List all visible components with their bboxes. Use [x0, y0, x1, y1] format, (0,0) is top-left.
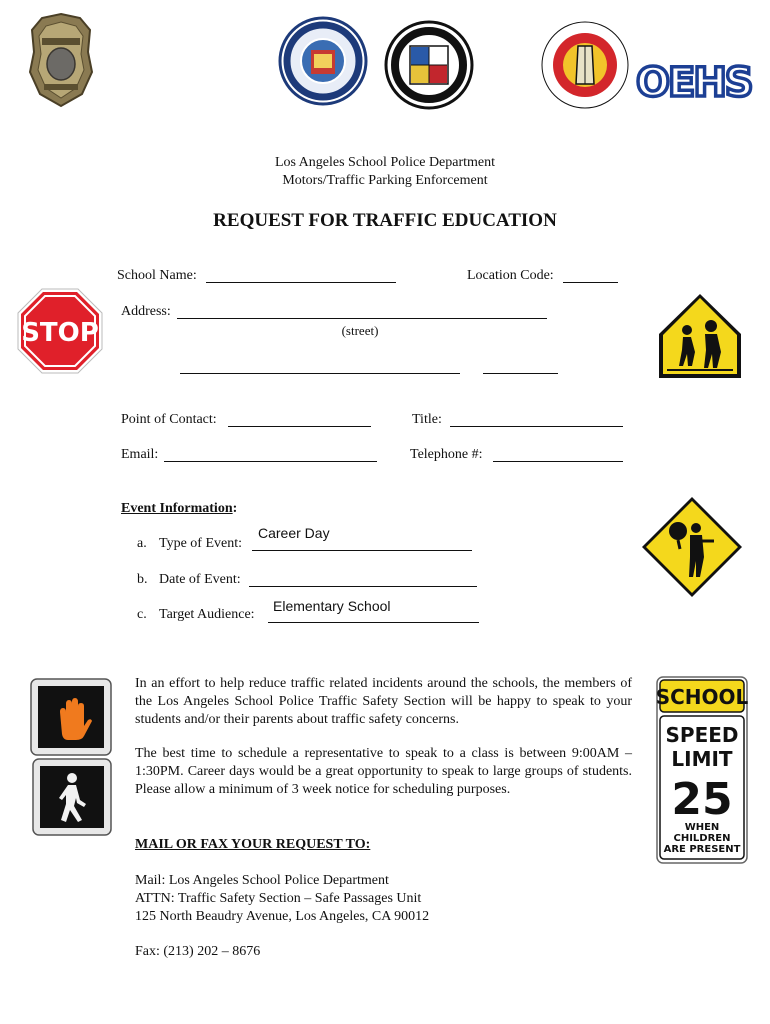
type-of-event-field[interactable] [252, 550, 472, 551]
speed-sign-text: SPEED [665, 723, 739, 747]
point-of-contact-field[interactable] [228, 426, 371, 427]
school-name-label: School Name: [117, 268, 197, 283]
title-label: Title: [412, 412, 442, 427]
lausd-board-of-education-logo [540, 20, 630, 110]
stop-sign-text: STOP [21, 318, 99, 348]
title-field[interactable] [450, 426, 623, 427]
crossing-guard-sign-icon [640, 495, 744, 599]
point-of-contact-label: Point of Contact: [121, 412, 217, 427]
email-field[interactable] [164, 461, 377, 462]
children-sign-text: CHILDREN [673, 833, 731, 844]
email-label: Email: [121, 447, 159, 462]
type-of-event-label: Type of Event: [159, 536, 242, 551]
mail-fax-heading: MAIL OR FAX YOUR REQUEST TO: [135, 837, 371, 852]
mail-address-line-1: Mail: Los Angeles School Police Department [135, 873, 389, 888]
type-of-event-value[interactable]: Career Day [258, 525, 330, 541]
event-item-a-marker: a. [137, 536, 147, 551]
event-item-c-marker: c. [137, 607, 147, 622]
limit-sign-text: LIMIT [671, 747, 733, 771]
telephone-label: Telephone #: [410, 447, 483, 462]
page-title: REQUEST FOR TRAFFIC EDUCATION [213, 210, 557, 231]
address-label: Address: [121, 304, 171, 319]
street-hint: (street) [341, 323, 379, 338]
stop-sign-icon [17, 288, 103, 374]
school-crossing-sign-icon [657, 292, 743, 380]
intro-paragraph: In an effort to help reduce traffic related incidents around the schools, the members of the Los Angeles School Police Traffic Safety Section will be happy to speak to your students and/or their parents about traffic safety concerns. [135, 676, 632, 727]
mail-address-line-2: ATTN: Traffic Safety Section – Safe Passages Unit [135, 891, 422, 906]
street-address-field[interactable] [177, 318, 547, 319]
zip-field[interactable] [483, 373, 558, 374]
event-item-b-marker: b. [137, 572, 148, 587]
present-sign-text: ARE PRESENT [663, 844, 741, 855]
when-sign-text: WHEN [684, 822, 720, 833]
telephone-field[interactable] [493, 461, 623, 462]
event-information-heading-text: Event Information [121, 501, 233, 516]
police-badge-logo [28, 12, 94, 108]
event-information-heading [121, 501, 237, 517]
date-of-event-field[interactable] [249, 586, 477, 587]
walk-signal-icon [32, 758, 112, 836]
target-audience-field[interactable] [268, 622, 479, 623]
traffic-enforcement-seal-logo [278, 16, 368, 106]
oehs-logo [636, 56, 754, 104]
school-sign-text: SCHOOL [655, 685, 749, 709]
mail-address-line-3: 125 North Beaudry Avenue, Los Angeles, CA 90012 [135, 909, 430, 924]
department-division: Motors/Traffic Parking Enforcement [282, 173, 488, 188]
oehs-logo-text: OEHS [636, 60, 752, 106]
event-information-heading-colon: : [232, 501, 238, 516]
target-audience-value[interactable]: Elementary School [273, 598, 391, 614]
location-code-field[interactable] [563, 282, 618, 283]
date-of-event-label: Date of Event: [159, 572, 241, 587]
location-code-label: Location Code: [467, 268, 554, 283]
school-name-field[interactable] [206, 282, 396, 283]
target-audience-label: Target Audience: [159, 607, 255, 622]
speed-limit-value: 25 [671, 774, 733, 825]
city-field[interactable] [180, 373, 460, 374]
scheduling-paragraph: The best time to schedule a representative to speak to a class is between 9:00AM – 1:30PM. Career days would be a great opportunity to speak to large groups of students. Please allow a minimum of 3 week notice for scheduling purposes. [135, 746, 632, 797]
school-police-department-seal-logo [384, 20, 474, 110]
fax-number: Fax: (213) 202 – 8676 [135, 944, 261, 959]
department-name: Los Angeles School Police Department [274, 155, 496, 170]
school-speed-limit-sign-icon [656, 676, 748, 864]
dont-walk-hand-signal-icon [30, 678, 112, 756]
